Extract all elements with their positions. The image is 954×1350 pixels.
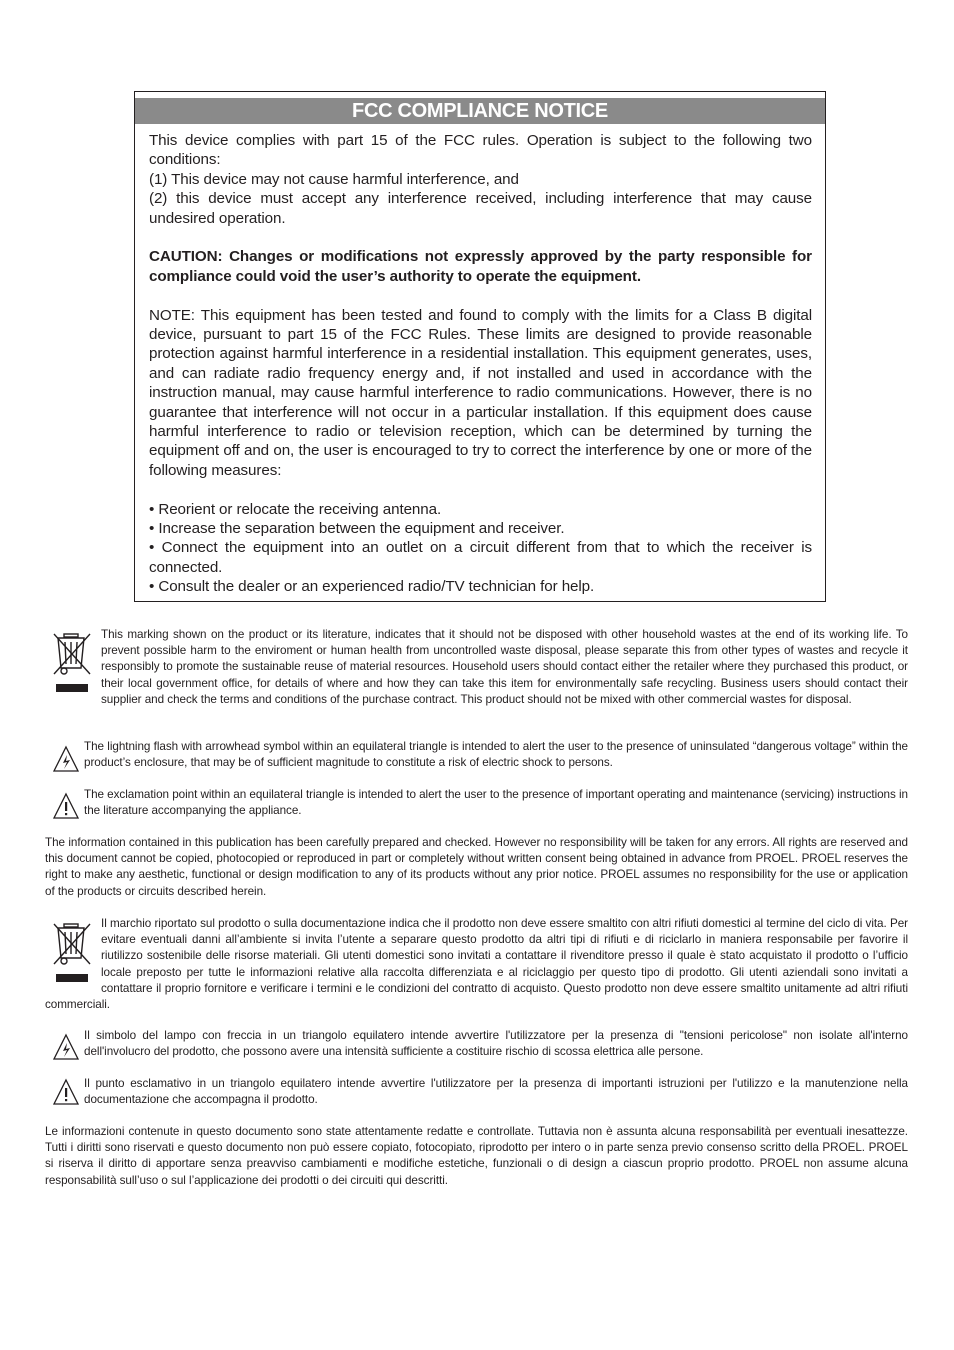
fcc-condition-2: (2) this device must accept any interference received, including interference that may cause undesired operation.	[149, 190, 812, 227]
lightning-notice-en	[84, 739, 908, 771]
disclaimer-text-it: Le informazioni contenute in questo documento sono state attentamente redatte e controllate. Tuttavia non è assunta alcuna responsabilità per eventuali inesattezze. Tutti i diritti sono riservati e questo documento non può essere copiato, fotocopiato, riprodotto per intero o in parte senza previo consenso scritto della PROEL. PROEL si riserva il diritto di apportare senza preavviso cambiamenti e modifiche estetiche, funzionali o di design a ciascun proprio prodotto. PROEL non assume alcuna responsabilità sull’uso o sul l’applicazione dei prodotti o dei circuiti qui descritti.	[45, 1125, 908, 1187]
fcc-measure-1: • Reorient or relocate the receiving antenna.	[149, 500, 442, 518]
disclaimer-en	[45, 835, 908, 900]
lightning-text-en: The lightning flash with arrowhead symbol within an equilateral triangle is intended to alert the user to the presence of uninsulated “dangerous voltage” within the product’s enclosure, that may be of sufficient magnitude to constitute a risk of electric shock to persons.	[84, 740, 908, 770]
fcc-body	[135, 124, 825, 597]
lightning-triangle-icon-it	[52, 1033, 80, 1061]
fcc-measure-4: • Consult the dealer or an experienced radio/TV technician for help.	[149, 578, 595, 596]
weee-notice-en	[45, 627, 908, 708]
disclaimer-text-en: The information contained in this publication has been carefully prepared and checked. However no responsibility will be taken for any errors. All rights are reserved and this document cannot be copied, photocopied or reproduced in part or completely without written consent being obtained in advance from PROEL. PROEL reserves the right to make any aesthetic, functional or design modification to any of its products without any prior notice. PROEL assumes no responsibility for the use or application of the products or circuits described herein.	[45, 836, 908, 898]
fcc-condition-1: (1) This device may not cause harmful interference, and	[149, 170, 519, 188]
exclamation-text-it: Il punto esclamativo in un triangolo equilatero intende avvertire l'utilizzatore per la presenza di importanti istruzioni per l'utilizzo e la manutenzione nella documentazione che accompagna il prodotto.	[84, 1077, 908, 1107]
fcc-compliance-box	[134, 91, 826, 602]
fcc-title: FCC COMPLIANCE NOTICE	[135, 98, 825, 124]
fcc-measure-2: • Increase the separation between the equipment and receiver.	[149, 520, 565, 538]
exclamation-triangle-icon-it	[52, 1078, 80, 1106]
exclamation-notice-en	[84, 787, 908, 819]
fcc-intro: This device complies with part 15 of the FCC rules. Operation is subject to the following two conditions:	[149, 132, 812, 169]
lightning-triangle-icon	[52, 745, 80, 773]
weee-text-it: Il marchio riportato sul prodotto o sulla documentazione indica che il prodotto non deve essere smaltito con altri rifiuti domestici al termine del ciclo di vita. Per evitare eventuali danni all’ambiente si invita l’utente a separare questo prodotto da altri tipi di rifiuti e di riciclarlo in maniera responsabile per favorire il riutilizzo sostenibile delle risorse materiali. Gli utenti domestici sono invitati a contattare il rivenditore presso il quale è stato acquistato il prodotto o l’ufficio locale preposto per tutte le informazioni relative alla raccolta differenziata e al riciclaggio per questo tipo di prodotto. Gli utenti aziendali sono invitati a contattare il proprio fornitore e verificare i termini e le condizioni del contratto di acquisto. Questo prodotto non deve essere smaltito unitamente ad altri rifiuti commerciali.	[45, 917, 908, 1012]
disclaimer-it	[45, 1124, 908, 1189]
fcc-note: NOTE: This equipment has been tested and found to comply with the limits for a Class B digital device, pursuant to part 15 of the FCC Rules. These limits are designed to provide reasonable protection against harmful interference in a residential installation. This equipment generates, uses, and can radiate radio frequency energy and, if not installed and used in accordance with the instruction manual, may cause harmful interference to radio communications. However, there is no guarantee that interference will not occur in a particular installation. If this equipment does cause harmful interference to radio or television reception, which can be determined by turning the equipment off and on, the user is encouraged to try to correct the interference by one or more of the following measures:	[149, 306, 812, 479]
exclamation-text-en: The exclamation point within an equilateral triangle is intended to alert the user to the presence of important operating and maintenance (servicing) instructions in the literature accompanying the appliance.	[84, 788, 908, 818]
exclamation-triangle-icon	[52, 792, 80, 820]
fcc-caution: CAUTION: Changes or modifications not expressly approved by the party responsible for compliance could void the user’s authority to operate the equipment.	[149, 248, 812, 285]
fcc-measure-3: • Connect the equipment into an outlet on a circuit different from that to which the receiver is connected.	[149, 539, 812, 576]
exclamation-notice-it	[84, 1076, 908, 1108]
weee-notice-it	[45, 916, 908, 1013]
lightning-text-it: Il simbolo del lampo con freccia in un triangolo equilatero intende avvertire l'utilizzatore per la presenza di "tensioni pericolose" non isolate all'interno dell'involucro del prodotto, che possono avere una intensità sufficiente a costituire rischio di scossa elettrica alle persone.	[84, 1029, 908, 1059]
lightning-notice-it	[84, 1028, 908, 1060]
weee-text-en: This marking shown on the product or its literature, indicates that it should not be disposed with other household wastes at the end of its working life. To prevent possible harm to the enviroment or human health from uncontrolled waste disposal, please separate this from other types of wastes and recycle it responsibly to promote the sustainable reuse of material resources. Household users should contact either the retailer where they purchased this product, or their local government office, for details of where and how they can take this item for environmentally safe recycling. Business users should contact their supplier and check the terms and conditions of the purchase contract. This product should not be mixed with other commercial wastes for disposal.	[101, 628, 908, 706]
